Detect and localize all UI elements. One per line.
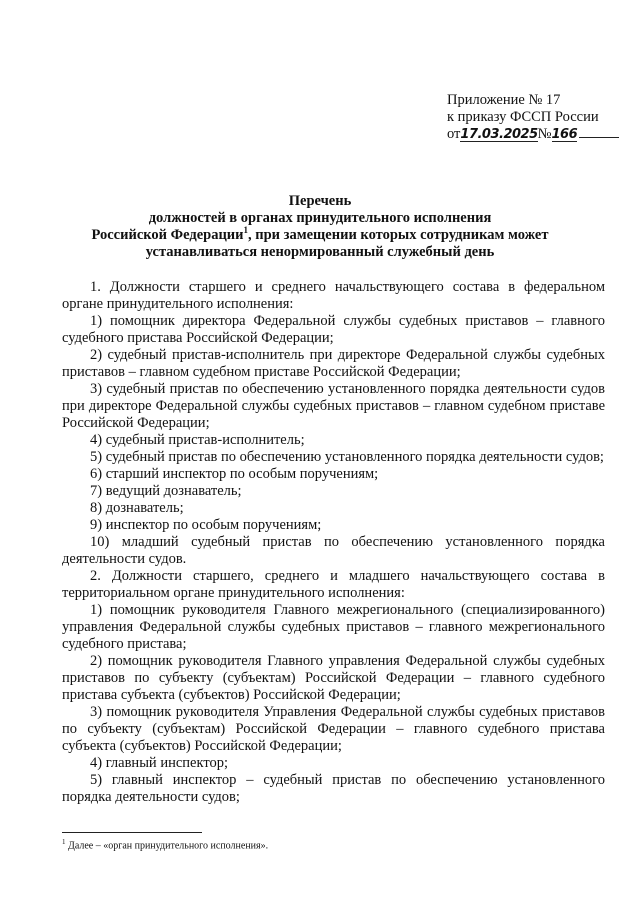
paragraph: 6) старший инспектор по особым поручениям; — [90, 466, 379, 482]
document-title — [60, 193, 580, 261]
paragraph: 2) помощник руководителя Главного управления Федеральной службы судебных приставов по субъекту (субъектам) Российской Федерации – главного судебного пристава субъекта (субъектов) Российской Федерации; — [62, 653, 605, 703]
date-prefix: от — [447, 126, 461, 142]
annex-block — [447, 92, 632, 143]
annex-date-line — [447, 126, 632, 143]
paragraph: 10) младший судебный пристав по обеспечению установленного порядка деятельности судов. — [62, 534, 605, 567]
footnote — [62, 836, 602, 852]
title-line-1: Перечень — [288, 193, 352, 209]
paragraph: 1) помощник директора Федеральной службы судебных приставов – главного судебного пристава Российской Федерации; — [62, 313, 605, 346]
annex-line-1: Приложение № 17 — [447, 92, 561, 108]
paragraph: 4) главный инспектор; — [90, 755, 228, 771]
number-underline — [552, 128, 578, 142]
title-line-2: должностей в органах принудительного исполнения — [148, 210, 492, 226]
paragraph: 1) помощник руководителя Главного межрегионального (специализированного) управления Федеральной службы судебных приставов – главного межрегионального судебного пристава; — [62, 602, 605, 652]
handwritten-number: 166 — [551, 127, 578, 142]
paragraph: 8) дознаватель; — [90, 500, 184, 516]
footnote-text: Далее – «орган принудительного исполнения». — [68, 840, 269, 852]
annex-line-2: к приказу ФССП России — [447, 109, 599, 125]
title-line-4: устанавливаться ненормированный служебный день — [145, 244, 495, 260]
footnote-divider — [62, 832, 202, 833]
footnote-ref: 1 — [243, 225, 249, 236]
handwritten-date: 17.03.2025 — [460, 127, 538, 142]
title-line-3a: Российской Федерации — [91, 227, 244, 243]
title-line-3 — [60, 227, 580, 244]
paragraph: 5) судебный пристав по обеспечению установленного порядка деятельности судов; — [90, 449, 604, 465]
paragraph: 1. Должности старшего и среднего начальствующего состава в федеральном органе принудительного исполнения: — [62, 279, 605, 312]
footnote-marker: 1 — [62, 838, 66, 846]
paragraph: 2) судебный пристав-исполнитель при директоре Федеральной службы судебных приставов – главном судебном приставе Российской Федерации; — [62, 347, 605, 380]
title-line-3b: , при замещении которых сотрудникам может — [248, 227, 549, 243]
paragraph: 2. Должности старшего, среднего и младшего начальствующего состава в территориальном органе принудительного исполнения: — [62, 568, 605, 601]
paragraph: 7) ведущий дознаватель; — [90, 483, 242, 499]
document-body — [62, 279, 605, 806]
paragraph: 3) помощник руководителя Управления Федеральной службы судебных приставов по субъекту (субъектам) Российской Федерации – главного судебного пристава субъекта (субъектов) Российской Федерации; — [62, 704, 605, 754]
paragraph: 4) судебный пристав-исполнитель; — [90, 432, 305, 448]
paragraph: 3) судебный пристав по обеспечению установленного порядка деятельности судов при директоре Федеральной службы судебных приставов – главном судебном приставе Российской Федерации; — [62, 381, 605, 431]
paragraph: 9) инспектор по особым поручениям; — [90, 517, 322, 533]
trailing-underline — [579, 137, 619, 138]
paragraph: 5) главный инспектор – судебный пристав по обеспечению установленного порядка деятельности судов; — [62, 772, 605, 805]
date-underline — [460, 128, 537, 142]
number-prefix: № — [537, 126, 552, 142]
